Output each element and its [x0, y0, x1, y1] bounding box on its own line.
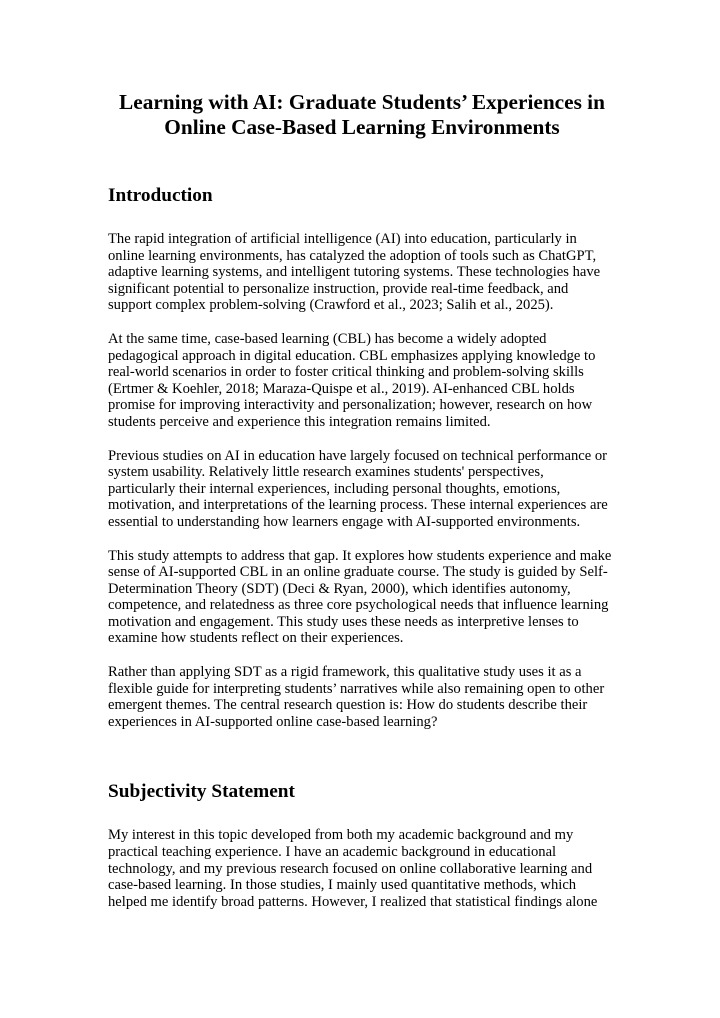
- text-line: The rapid integration of artificial intelligence (AI) into education, particularly in: [108, 231, 577, 247]
- text-line: (Ertmer & Koehler, 2018; Maraza-Quispe et al., 2019). AI-enhanced CBL holds: [108, 380, 575, 397]
- text-line: At the same time, case-based learning (CBL) has become a widely adopted: [108, 330, 547, 347]
- text-line: experiences in AI-supported online case-based learning?: [108, 713, 438, 730]
- text-line: Determination Theory (SDT) (Deci & Ryan, 2000), which identifies autonomy,: [108, 580, 571, 597]
- text-line: helped me identify broad patterns. However, I realized that statistical findings alone: [108, 893, 598, 910]
- introduction-section: [108, 184, 616, 730]
- text-line: flexible guide for interpreting students’ narratives while also remaining open to other: [108, 680, 605, 697]
- text-line: This study attempts to address that gap. It explores how students experience and make: [108, 547, 612, 564]
- section-heading-subjectivity-statement: Subjectivity Statement: [108, 781, 295, 803]
- text-line: support complex problem-solving (Crawford et al., 2023; Salih et al., 2025).: [108, 297, 554, 314]
- text-line: practical teaching experience. I have an academic background in educational: [108, 844, 557, 861]
- text-line: competence, and relatedness as three core psychological needs that influence learning: [108, 597, 609, 614]
- paragraph: [108, 231, 616, 314]
- text-line: motivation, and interpretations of the learning process. These internal experiences are: [108, 497, 608, 514]
- text-line: system usability. Relatively little research examines students' perspectives,: [108, 464, 544, 481]
- document-page: [108, 88, 616, 910]
- text-line: sense of AI-supported CBL in an online graduate course. The study is guided by Self-: [108, 564, 608, 581]
- text-line: motivation and engagement. This study uses these needs as interpretive lenses to: [108, 613, 579, 630]
- paragraph: [108, 331, 616, 431]
- paragraph: [108, 664, 616, 730]
- text-line: pedagogical approach in digital education. CBL emphasizes applying knowledge to: [108, 347, 596, 364]
- paragraph: [108, 827, 616, 910]
- text-line: students perceive and experience this integration remains limited.: [108, 413, 491, 430]
- document-title: [108, 88, 616, 140]
- text-line: My interest in this topic developed from both my academic background and my: [108, 827, 574, 844]
- text-line: examine how students reflect on their experiences.: [108, 630, 404, 647]
- text-line: promise for improving interactivity and personalization; however, research on how: [108, 397, 593, 414]
- text-line: essential to understanding how learners engage with AI-supported environments.: [108, 513, 581, 530]
- section-heading-introduction: Introduction: [108, 185, 213, 206]
- paragraph: [108, 548, 616, 648]
- paragraph: [108, 448, 616, 531]
- text-line: case-based learning. In those studies, I mainly used quantitative methods, which: [108, 877, 577, 894]
- text-line: technology, and my previous research focused on online collaborative learning and: [108, 860, 593, 877]
- text-line: Rather than applying SDT as a rigid framework, this qualitative study uses it as a: [108, 664, 582, 681]
- text-line: adaptive learning systems, and intelligent tutoring systems. These technologies have: [108, 264, 601, 281]
- text-line: real-world scenarios in order to foster critical thinking and problem-solving skills: [108, 364, 584, 381]
- text-line: Previous studies on AI in education have largely focused on technical performance or: [108, 447, 608, 464]
- subjectivity-statement-section: [108, 780, 616, 910]
- text-line: particularly their internal experiences, including personal thoughts, emotions,: [108, 480, 561, 497]
- title-line: Online Case-Based Learning Environments: [164, 115, 560, 139]
- text-line: emergent themes. The central research question is: How do students describe their: [108, 697, 588, 714]
- text-line: online learning environments, has catalyzed the adoption of tools such as ChatGPT,: [108, 247, 597, 264]
- text-line: significant potential to personalize instruction, provide real-time feedback, and: [108, 280, 569, 297]
- title-line: Learning with AI: Graduate Students’ Experiences in: [119, 90, 605, 114]
